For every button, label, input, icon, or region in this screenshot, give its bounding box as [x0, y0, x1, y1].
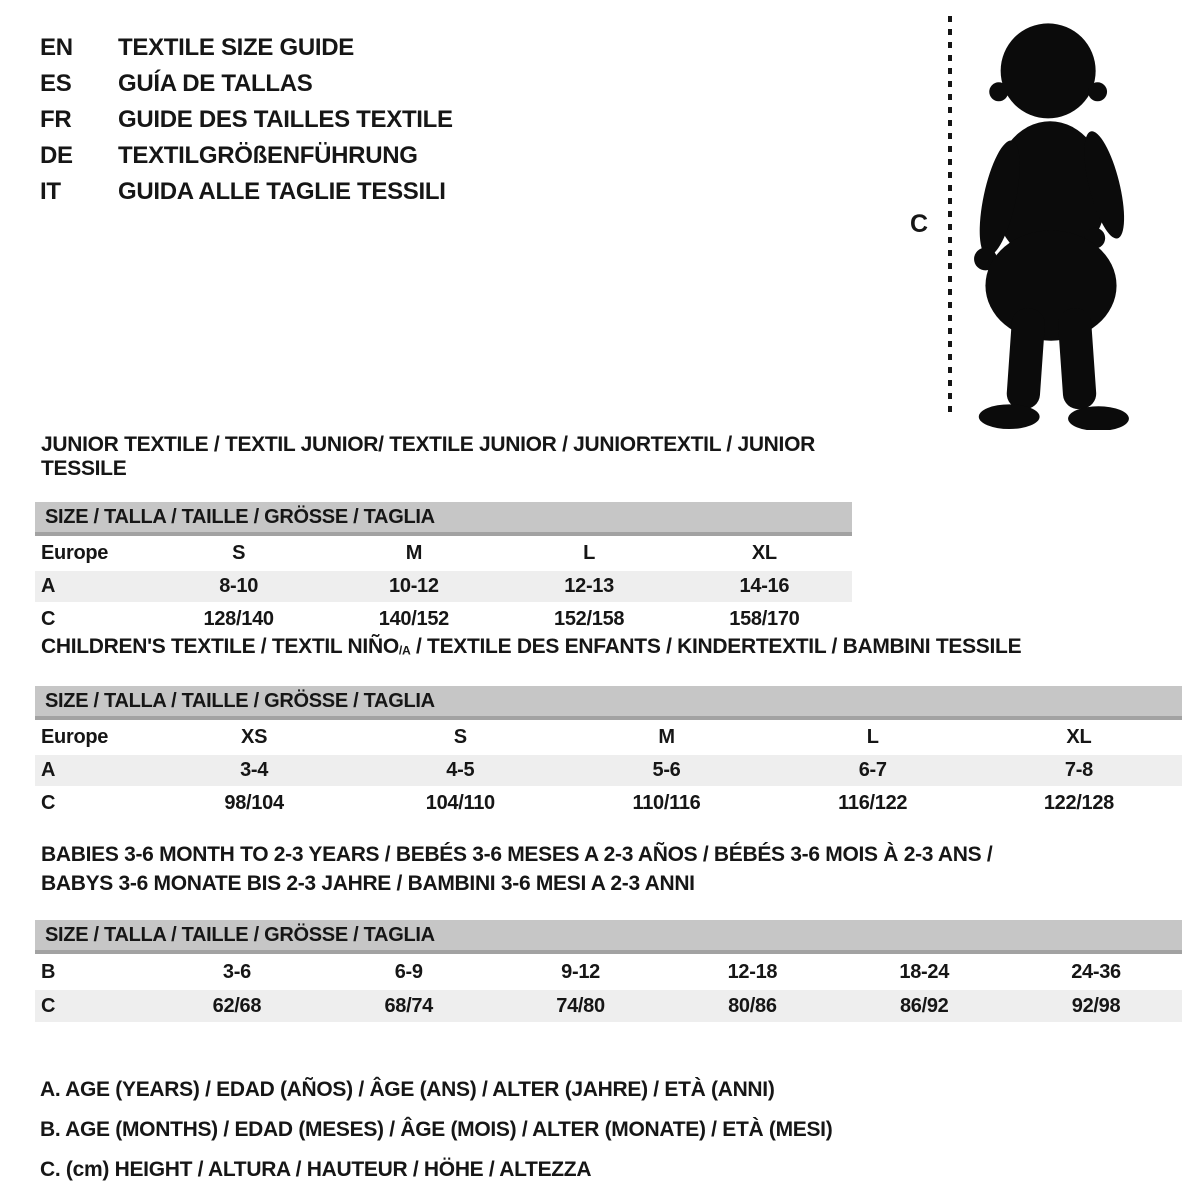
table-cell: 152/158	[554, 608, 625, 630]
table-cell: M	[405, 542, 423, 564]
table-cell: L	[583, 542, 596, 564]
row-label: A	[41, 759, 56, 782]
table-row-height	[35, 990, 1182, 1022]
row-label: C	[41, 994, 56, 1017]
legend-age-months: B. AGE (MONTHS) / EDAD (MESES) / ÂGE (MOIS) / ALTER (MONATE) / ETÀ (MESI)	[40, 1118, 833, 1141]
language-row-fr	[40, 102, 453, 138]
language-code: DE	[40, 142, 73, 169]
table-cell: 86/92	[899, 994, 949, 1017]
table-cell: 104/110	[425, 792, 495, 815]
row-label: C	[41, 608, 56, 630]
table-cell: 116/122	[838, 792, 908, 815]
table-row-europe	[35, 538, 852, 569]
size-header-band: SIZE / TALLA / TAILLE / GRÖSSE / TAGLIA	[35, 502, 852, 536]
childrens-table-title	[35, 635, 1182, 662]
legend-age-years: A. AGE (YEARS) / EDAD (AÑOS) / ÂGE (ANS) / ALTER (JAHRE) / ETÀ (ANNI)	[40, 1078, 775, 1101]
table-cell: S	[453, 726, 467, 749]
table-cell: 62/68	[212, 994, 262, 1017]
table-cell: 98/104	[224, 792, 284, 815]
language-row-es	[40, 66, 453, 102]
table-row-age	[35, 571, 852, 602]
table-cell: 7-8	[1064, 759, 1093, 782]
guide-title-en: TEXTILE SIZE GUIDE	[118, 34, 354, 61]
table-row-age	[35, 755, 1182, 786]
table-cell: 68/74	[384, 994, 434, 1017]
table-cell: 18-24	[899, 960, 950, 983]
table-cell: 140/152	[378, 608, 449, 630]
row-label: Europe	[41, 542, 109, 564]
table-cell: XL	[751, 542, 777, 564]
table-cell: 12-13	[564, 575, 614, 597]
table-cell: 4-5	[446, 759, 475, 782]
table-row-europe	[35, 722, 1182, 753]
table-cell: M	[658, 726, 675, 749]
table-cell: 10-12	[389, 575, 439, 597]
table-cell: 6-9	[394, 960, 423, 983]
language-code: IT	[40, 178, 61, 205]
table-cell: 12-18	[727, 960, 778, 983]
babies-table-title	[35, 840, 1182, 898]
table-row-age-months	[35, 956, 1182, 988]
guide-title-es: GUÍA DE TALLAS	[118, 70, 313, 97]
babies-textile-table	[35, 840, 1182, 1022]
table-cell: 110/116	[632, 792, 701, 815]
row-label: A	[41, 575, 56, 597]
babies-title-line1: BABIES 3-6 MONTH TO 2-3 YEARS / BEBÉS 3-6 MESES A 2-3 AÑOS / BÉBÉS 3-6 MOIS À 2-3 ANS /	[41, 843, 993, 866]
babies-title-line2: BABYS 3-6 MONATE BIS 2-3 JAHRE / BAMBINI 3-6 MESI A 2-3 ANNI	[41, 872, 695, 895]
guide-title-fr: GUIDE DES TAILLES TEXTILE	[118, 106, 453, 133]
title-text: CHILDREN'S TEXTILE / TEXTIL NIÑO	[41, 635, 399, 658]
measure-legend	[40, 1070, 832, 1190]
table-row-height	[35, 788, 1182, 819]
language-row-it	[40, 174, 453, 210]
table-cell: 8-10	[219, 575, 259, 597]
guide-title-de: TEXTILGRÖßENFÜHRUNG	[118, 142, 418, 169]
junior-textile-table	[35, 433, 852, 635]
toddler-silhouette-image	[956, 12, 1146, 430]
table-cell: 9-12	[561, 960, 600, 983]
table-cell: 122/128	[1043, 792, 1115, 815]
childrens-textile-table	[35, 635, 1182, 819]
title-subscript: /A	[398, 643, 411, 658]
language-row-de	[40, 138, 453, 174]
language-row-en	[40, 30, 453, 66]
size-header-band: SIZE / TALLA / TAILLE / GRÖSSE / TAGLIA	[35, 686, 1182, 720]
table-cell: 158/170	[729, 608, 800, 630]
table-cell: 128/140	[203, 608, 274, 630]
table-row-height	[35, 604, 852, 635]
height-measure-label: C	[910, 210, 928, 238]
table-cell: 14-16	[739, 575, 790, 597]
table-cell: XL	[1066, 726, 1092, 749]
table-cell: 5-6	[652, 759, 681, 782]
junior-table-title: JUNIOR TEXTILE / TEXTIL JUNIOR/ TEXTILE JUNIOR / JUNIORTEXTIL / JUNIOR TESSILE	[41, 433, 815, 480]
row-label: C	[41, 792, 56, 815]
height-measure-dashed-line	[948, 16, 952, 418]
table-cell: 24-36	[1071, 960, 1121, 983]
table-cell: 3-4	[240, 759, 269, 782]
table-cell: 74/80	[556, 994, 605, 1017]
table-cell: 6-7	[858, 759, 887, 782]
language-title-list	[40, 30, 453, 210]
table-cell: L	[866, 726, 879, 749]
title-text: / TEXTILE DES ENFANTS / KINDERTEXTIL / BAMBINI TESSILE	[410, 635, 1022, 658]
table-cell: XS	[241, 726, 268, 749]
language-code: FR	[40, 106, 72, 133]
table-cell: S	[232, 542, 246, 564]
legend-height-cm: C. (cm) HEIGHT / ALTURA / HAUTEUR / HÖHE / ALTEZZA	[40, 1158, 592, 1181]
size-header-band: SIZE / TALLA / TAILLE / GRÖSSE / TAGLIA	[35, 920, 1182, 954]
language-code: EN	[40, 34, 73, 61]
table-cell: 92/98	[1071, 994, 1121, 1017]
table-cell: 80/86	[728, 994, 777, 1017]
language-code: ES	[40, 70, 72, 97]
row-label: Europe	[41, 726, 109, 749]
row-label: B	[41, 960, 56, 983]
table-cell: 3-6	[222, 960, 251, 983]
guide-title-it: GUIDA ALLE TAGLIE TESSILI	[118, 178, 446, 205]
